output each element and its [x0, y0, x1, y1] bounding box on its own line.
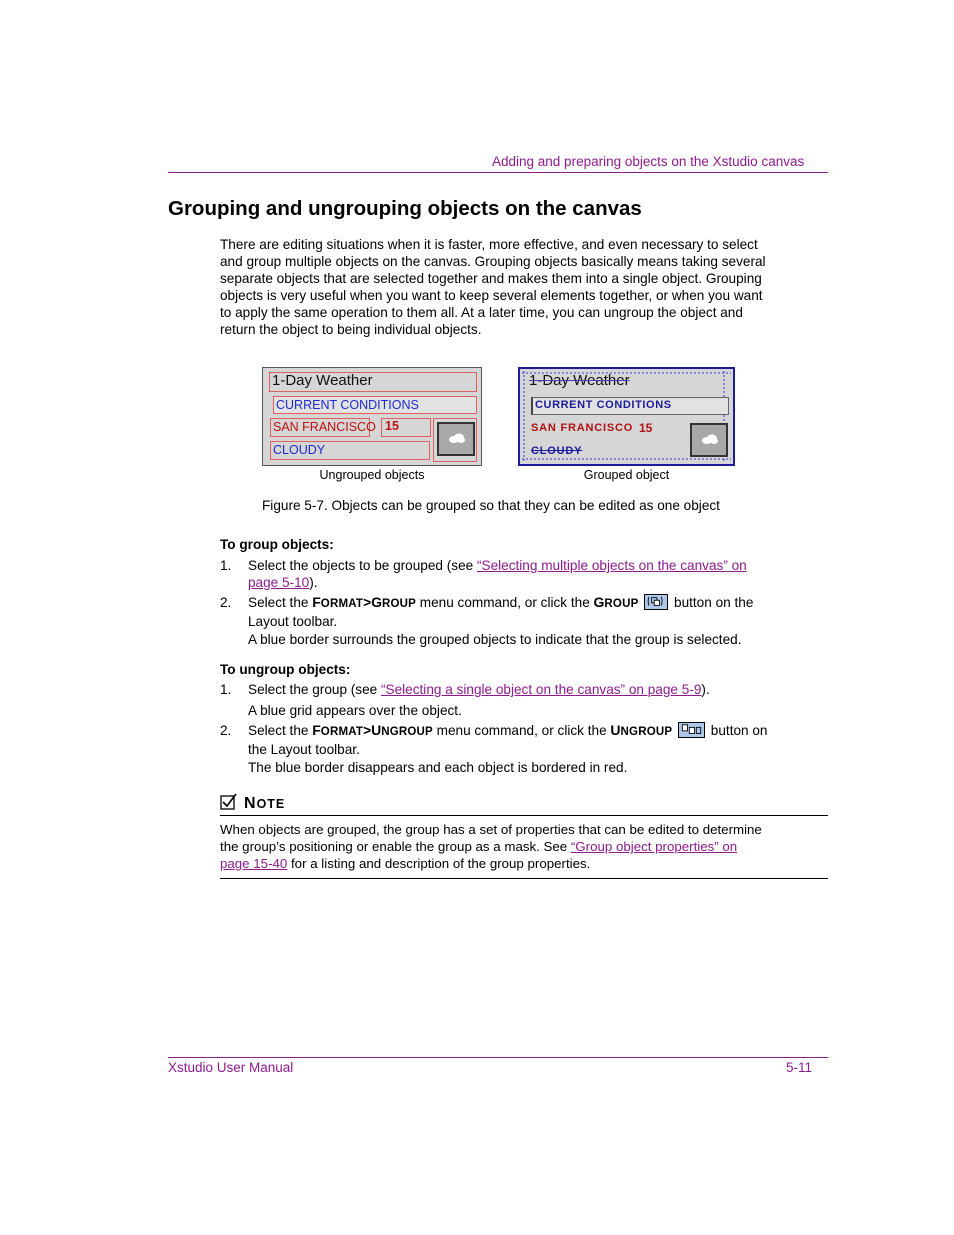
- step-text: button on the: [670, 595, 754, 610]
- running-header: Adding and preparing objects on the Xstudio canvas: [492, 154, 805, 169]
- note-line: When objects are grouped, the group has a set of properties that can be edited to determine: [220, 822, 762, 837]
- city-label: SAN FRANCISCO: [531, 422, 634, 434]
- note-body: [220, 821, 820, 872]
- ungroup-step1-result: A blue grid appears over the object.: [248, 703, 462, 718]
- sky-label: CLOUDY: [273, 443, 326, 457]
- ungroup-step2-text: [248, 722, 808, 758]
- step-text: Select the objects to be grouped (see: [248, 558, 477, 573]
- ungroup-button[interactable]: [678, 722, 705, 738]
- temp-label: 15: [385, 419, 399, 433]
- group-step2-number: 2.: [220, 595, 232, 610]
- checkbox-check-icon: [220, 793, 238, 811]
- figure-caption: Figure 5-7. Objects can be grouped so that they can be edited as one object: [262, 498, 720, 513]
- grouped-object-panel: [518, 367, 735, 466]
- format-group-menu-command: FORMAT>GROUP: [312, 594, 416, 610]
- section-title: Grouping and ungrouping objects on the canvas: [168, 197, 642, 220]
- cloud-icon: [448, 433, 466, 444]
- ungroup-step2-result: The blue border disappears and each object is bordered in red.: [248, 760, 628, 775]
- step-text: Select the: [248, 723, 313, 738]
- footer-rule: [168, 1057, 828, 1058]
- note-bottom-rule: [220, 878, 828, 879]
- intro-line: and group multiple objects on the canvas. Grouping objects basically means taking several: [220, 254, 766, 269]
- ungroup-icon: [679, 723, 704, 737]
- group-step2-result: A blue border surrounds the grouped objects to indicate that the group is selected.: [248, 632, 742, 647]
- ungroup-step2-number: 2.: [220, 723, 232, 738]
- weather-image: [437, 422, 475, 456]
- group-object-properties-link[interactable]: “Group object properties” on: [570, 839, 738, 854]
- ungroup-step1-text: [248, 681, 710, 698]
- ungroup-heading: To ungroup objects:: [220, 662, 351, 677]
- note-line: the group’s positioning or enable the group as a mask. See “Group object properties” on: [220, 839, 738, 854]
- footer-manual-title: Xstudio User Manual: [168, 1060, 294, 1075]
- step-text: button on: [707, 723, 768, 738]
- step-text: menu command, or click the: [432, 723, 611, 738]
- panel-title: 1-Day Weather: [529, 372, 630, 389]
- sky-label: CLOUDY: [531, 445, 583, 457]
- intro-line: objects is very useful when you want to keep several elements together, or when you want: [220, 288, 763, 303]
- step-text: Select the group (see: [248, 682, 381, 697]
- panel-title: 1-Day Weather: [272, 372, 373, 389]
- page-5-10-link[interactable]: page 5-10: [248, 575, 310, 590]
- intro-line: to apply the same operation to them all. At a later time, you can ungroup the object and: [220, 305, 743, 320]
- intro-paragraph: [220, 236, 820, 338]
- step-text: the Layout toolbar.: [248, 742, 360, 757]
- grouped-caption: Grouped object: [583, 468, 670, 482]
- note-label: NOTE: [244, 795, 286, 812]
- group-icon: [645, 595, 667, 609]
- page-15-40-link[interactable]: page 15-40: [220, 856, 288, 871]
- header-rule: [168, 172, 828, 173]
- group-button[interactable]: [644, 594, 668, 610]
- intro-line: There are editing situations when it is faster, more effective, and even necessary to select: [220, 237, 758, 252]
- weather-image: [690, 423, 728, 457]
- selecting-multiple-objects-link[interactable]: “Selecting multiple objects on the canvas” on: [476, 558, 747, 573]
- note-line: page 15-40 for a listing and description of the group properties.: [220, 856, 591, 871]
- selecting-single-object-link[interactable]: “Selecting a single object on the canvas” on page 5-9: [381, 682, 702, 697]
- step-text: Layout toolbar.: [248, 614, 338, 629]
- step-text: ).: [701, 682, 710, 697]
- group-button-name: GROUP: [593, 594, 639, 610]
- note-top-rule: [220, 815, 828, 816]
- step-text: menu command, or click the: [415, 595, 594, 610]
- cloud-icon: [701, 434, 719, 445]
- group-heading: To group objects:: [220, 537, 334, 552]
- format-ungroup-menu-command: FORMAT>UNGROUP: [312, 722, 433, 738]
- step-text: Select the: [248, 595, 313, 610]
- group-step2-text: [248, 594, 808, 630]
- ungroup-step1-number: 1.: [220, 682, 232, 697]
- conditions-label: CURRENT CONDITIONS: [535, 399, 672, 411]
- intro-line: separate objects that are selected together and makes them into a single object. Grouping: [220, 271, 762, 286]
- group-step1-number: 1.: [220, 558, 232, 573]
- ungrouped-caption: Ungrouped objects: [319, 468, 425, 482]
- intro-line: return the object to being individual objects.: [220, 322, 482, 337]
- temp-label: 15: [639, 421, 653, 435]
- ungroup-button-name: UNGROUP: [610, 722, 673, 738]
- city-label: SAN FRANCISCO: [273, 420, 376, 434]
- conditions-label: CURRENT CONDITIONS: [276, 398, 419, 412]
- step-text: ).: [309, 575, 318, 590]
- group-step1-text: [248, 557, 808, 591]
- ungrouped-objects-panel: [262, 367, 482, 466]
- footer-page-number: 5-11: [786, 1060, 813, 1075]
